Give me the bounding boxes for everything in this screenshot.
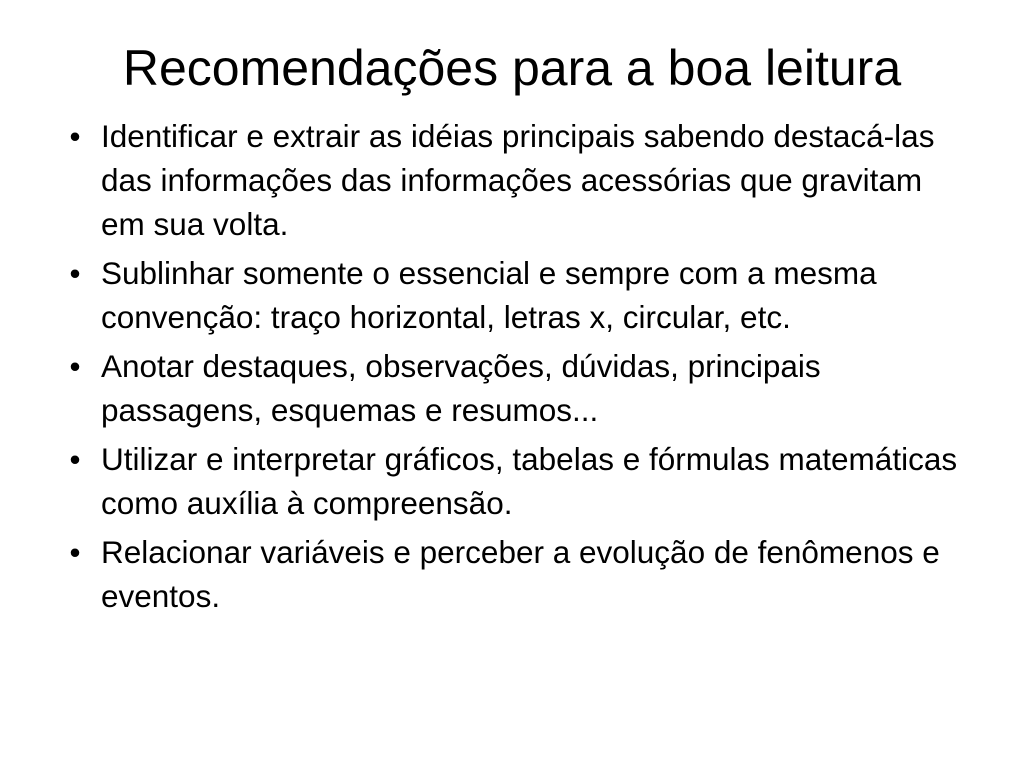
bullet-text: Anotar destaques, observações, dúvidas, principais passagens, esquemas e resumos... bbox=[101, 348, 821, 428]
bullet-text: Identificar e extrair as idéias principais sabendo destacá-las das informações das informações acessórias que gravitam em sua volta. bbox=[101, 118, 935, 242]
bullet-icon: • bbox=[69, 118, 81, 154]
bullet-icon: • bbox=[69, 441, 81, 477]
bullet-item-sublinhar bbox=[60, 251, 960, 339]
slide-title: Recomendações para a boa leitura bbox=[122, 40, 902, 96]
bullet-item-utilizar bbox=[60, 437, 960, 525]
bullet-icon: • bbox=[69, 348, 81, 384]
bullet-item-anotar bbox=[60, 344, 960, 432]
bullet-icon: • bbox=[69, 255, 81, 291]
bullet-text: Utilizar e interpretar gráficos, tabelas e fórmulas matemáticas como auxília à compreensão. bbox=[101, 441, 958, 521]
bullet-list bbox=[60, 114, 960, 623]
bullet-item-relacionar bbox=[60, 530, 960, 618]
bullet-text: Sublinhar somente o essencial e sempre com a mesma convenção: traço horizontal, letras x, circular, etc. bbox=[101, 255, 877, 335]
bullet-text: Relacionar variáveis e perceber a evolução de fenômenos e eventos. bbox=[101, 534, 940, 614]
bullet-icon: • bbox=[69, 534, 81, 570]
bullet-item-identificar bbox=[60, 114, 960, 246]
